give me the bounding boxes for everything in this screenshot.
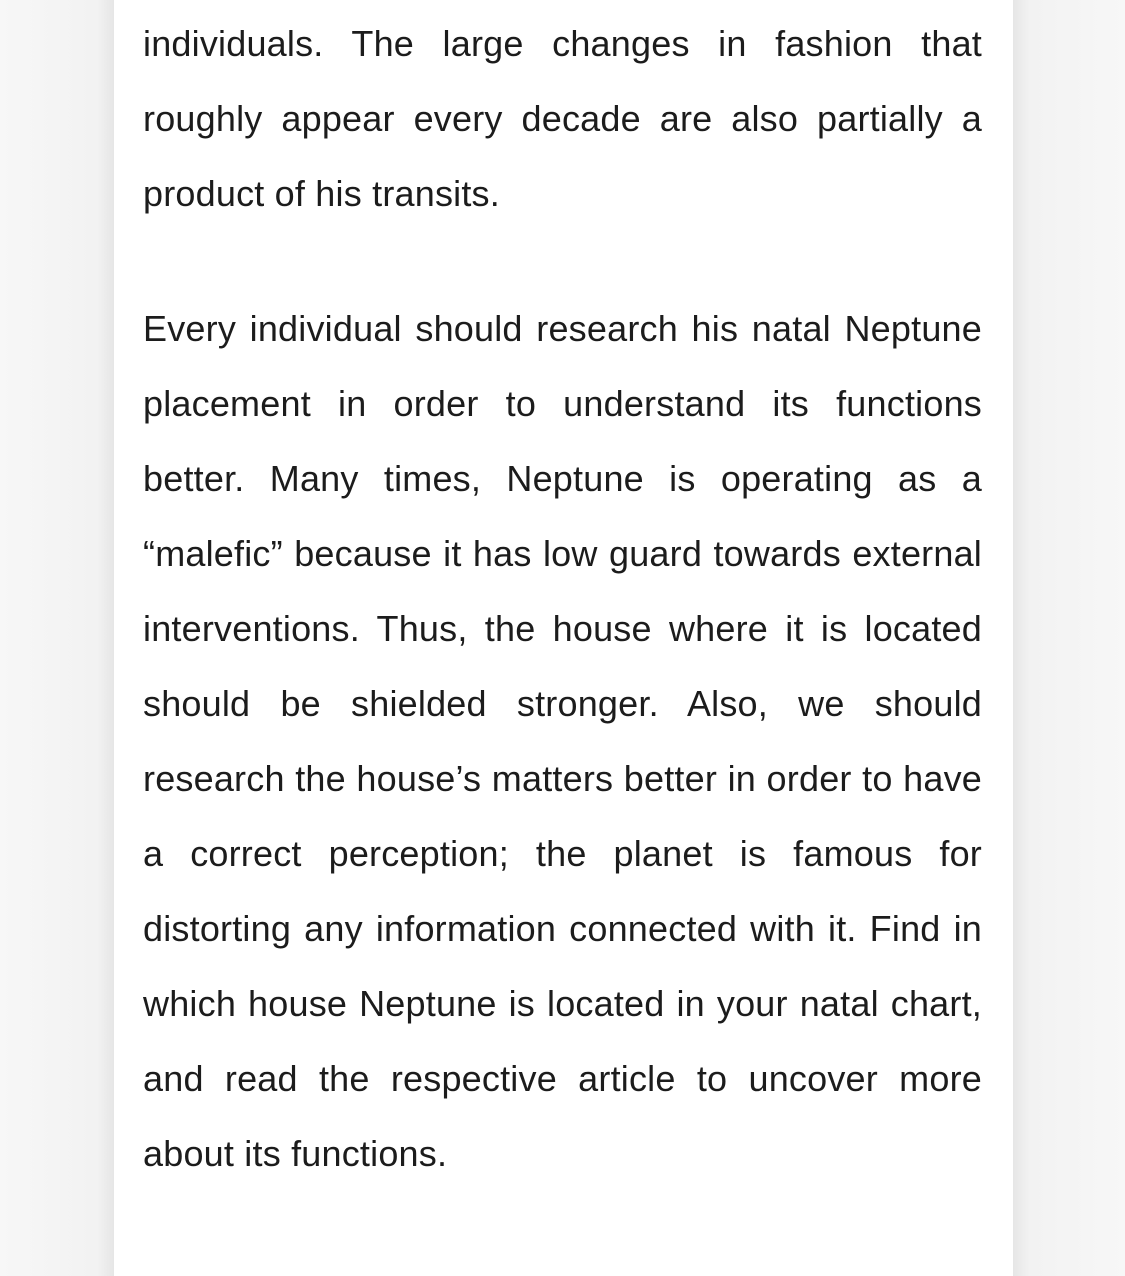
article-paragraph-1: individuals. The large changes in fashion that roughly appear every decade are also partially a product of his transits. (143, 23, 982, 214)
right-margin (1013, 0, 1125, 1276)
left-margin (0, 0, 114, 1276)
article-paragraph-2: Every individual should research his natal Neptune placement in order to understand its functions better. Many times, Neptune is operating as a “malefic” because it has low guard towards external interventions. Thus, the house where it is located should be shielded stronger. Also, we should research the house’s matters better in order to have a correct perception; the planet is famous for distorting any information connected with it. Find in which house Neptune is located in your natal chart, and read the respective article to uncover more about its functions. (143, 308, 982, 1174)
article-body (114, 0, 1013, 1276)
